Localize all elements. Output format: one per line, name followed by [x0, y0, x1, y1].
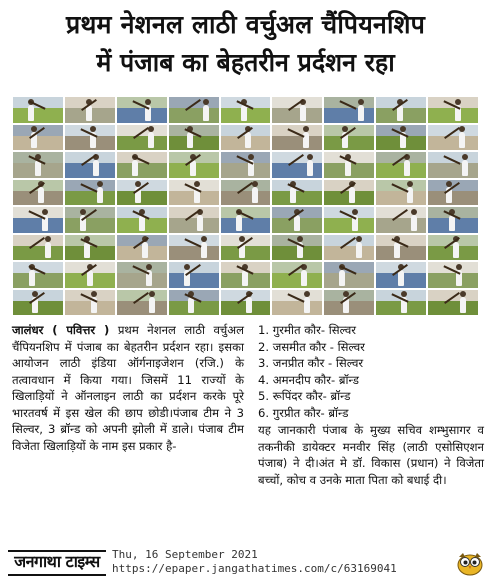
edition-date: Thu, 16 September 2021	[112, 548, 258, 561]
newspaper-logo: जनगाथा टाइम्स	[8, 550, 106, 576]
collage-photo	[168, 179, 220, 207]
collage-photo	[271, 151, 323, 179]
collage-photo	[64, 206, 116, 234]
collage-photo	[116, 206, 168, 234]
collage-photo	[64, 179, 116, 207]
collage-photo	[116, 179, 168, 207]
collage-photo	[64, 261, 116, 289]
collage-photo	[12, 234, 64, 262]
collage-photo	[220, 124, 272, 152]
collage-photo	[375, 206, 427, 234]
headline-line-1: प्रथम नेशनल लाठी वर्चुअल चैंपियनशिप	[65, 10, 426, 39]
winner-item: 1. गुरमीत कौर- सिल्वर	[258, 323, 357, 337]
collage-photo	[271, 261, 323, 289]
owl-mascot-icon	[456, 550, 484, 576]
collage-photo	[168, 261, 220, 289]
collage-photo	[375, 289, 427, 317]
collage-photo	[64, 96, 116, 124]
collage-photo	[168, 151, 220, 179]
collage-photo	[375, 96, 427, 124]
collage-photo	[220, 234, 272, 262]
collage-photo	[375, 179, 427, 207]
collage-photo	[116, 234, 168, 262]
collage-photo	[12, 206, 64, 234]
collage-photo	[323, 289, 375, 317]
collage-photo	[427, 151, 479, 179]
article-left-column	[12, 322, 244, 454]
collage-photo	[64, 124, 116, 152]
collage-photo	[375, 124, 427, 152]
collage-photo	[64, 289, 116, 317]
headline-line-2: में पंजाब का बेहतरीन प्रर्दशन रहा	[96, 48, 395, 77]
winner-item: 4. अमनदीप कौर- ब्रॉन्ड	[258, 372, 359, 387]
collage-photo	[168, 96, 220, 124]
collage-photo	[220, 289, 272, 317]
collage-photo	[220, 261, 272, 289]
winner-item: 6. गुरप्रीत कौर- ब्रॉन्ड	[258, 405, 349, 420]
collage-photo	[323, 151, 375, 179]
collage-photo	[427, 289, 479, 317]
collage-photo	[116, 96, 168, 124]
collage-photo	[168, 124, 220, 152]
collage-photo	[116, 289, 168, 317]
epaper-url[interactable]: https://epaper.jangathatimes.com/c/63169041	[112, 562, 397, 575]
collage-photo	[271, 206, 323, 234]
collage-photo	[323, 206, 375, 234]
collage-photo	[271, 289, 323, 317]
collage-photo	[323, 96, 375, 124]
collage-photo	[427, 234, 479, 262]
collage-photo	[323, 124, 375, 152]
collage-photo	[220, 151, 272, 179]
collage-photo	[323, 179, 375, 207]
collage-photo	[220, 206, 272, 234]
collage-photo	[12, 289, 64, 317]
collage-photo	[427, 96, 479, 124]
collage-photo	[271, 96, 323, 124]
collage-photo	[168, 234, 220, 262]
collage-photo	[427, 261, 479, 289]
collage-photo	[271, 124, 323, 152]
collage-photo	[12, 179, 64, 207]
collage-photo	[271, 179, 323, 207]
collage-photo	[427, 206, 479, 234]
collage-photo	[168, 206, 220, 234]
headline	[8, 6, 483, 82]
closing-note: यह जानकारी पंजाब के मुख्य सचिव शम्भुसागर व तकनीकी डायेक्टर मनवीर सिंह (लाठी एसोसिएशन पंजाब) ने दी।अंत मे डॉ. विकास (प्रधान) ने विजेता बच्चों, कोच व उनके माता पिता को बधाई दी।	[258, 423, 484, 487]
winner-item: 3. जनप्रीत कौर - सिल्वर	[258, 356, 364, 370]
collage-photo	[323, 234, 375, 262]
collage-photo	[12, 151, 64, 179]
collage-photo	[271, 234, 323, 262]
collage-photo	[375, 261, 427, 289]
collage-photo	[375, 151, 427, 179]
article-right-column	[258, 322, 484, 488]
dateline: जालंधर ( पवित्तर )	[12, 323, 110, 337]
collage-photo	[220, 96, 272, 124]
collage-photo	[375, 234, 427, 262]
article-body: प्रथम नेशनल लाठी वर्चुअल चैंपियनशिप में पंजाब का बेहतरीन प्रर्दशन रहा। इसका आयोजन लाठी इंडिया ऑर्गनाइजेशन (रजि.) के तत्वावधान में किया गया। जिसमें 11 राज्यों के खिलाड़ियों ने ऑनलाइन लाठी का प्रर्दशन करके पूरे भारतवर्ष में इस खेल की छाप छोडी।पंजाब टीम ने 3 सिल्वर, 3 ब्रॉन्ड को अपनी झोली में डाले। पंजाब टीम विजेता खिलाड़ियों के नाम इस प्रकार है-	[12, 323, 245, 453]
footer-meta	[112, 548, 397, 576]
collage-photo	[323, 261, 375, 289]
footer	[0, 546, 491, 579]
collage-photo	[116, 151, 168, 179]
collage-photo	[64, 234, 116, 262]
collage-photo	[116, 261, 168, 289]
collage-photo	[168, 289, 220, 317]
collage-photo	[427, 179, 479, 207]
winner-item: 5. रूपिंदर कौर- ब्रॉन्ड	[258, 389, 351, 403]
collage-photo	[12, 124, 64, 152]
collage-photo	[427, 124, 479, 152]
collage-photo	[116, 124, 168, 152]
winner-item: 2. जसमीत कौर - सिल्वर	[258, 339, 365, 354]
collage-photo	[64, 151, 116, 179]
collage-photo	[12, 96, 64, 124]
photo-collage	[12, 96, 479, 316]
collage-photo	[12, 261, 64, 289]
collage-photo	[220, 179, 272, 207]
